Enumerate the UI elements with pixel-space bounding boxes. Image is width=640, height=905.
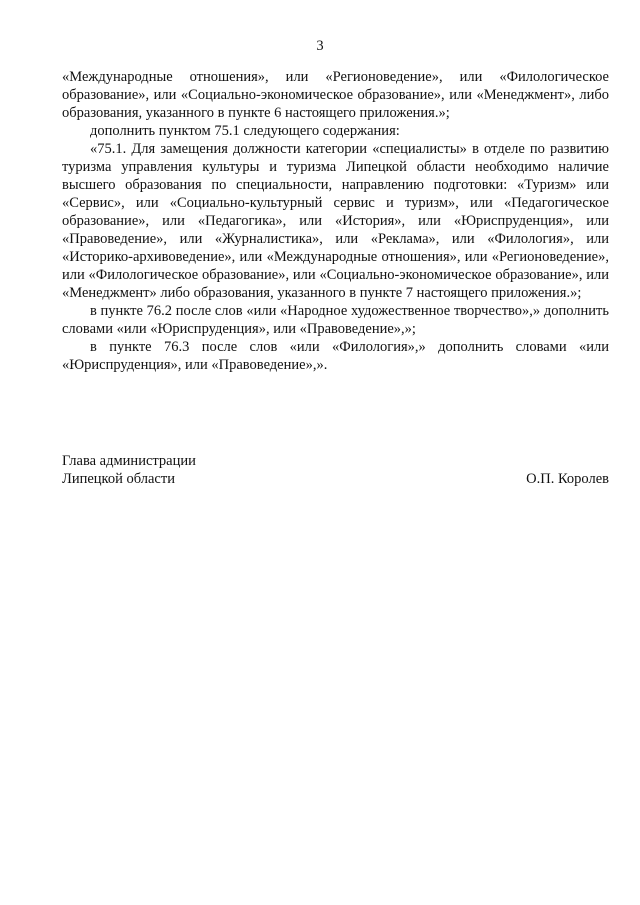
paragraph-clause-75-1: «75.1. Для замещения должности категории «специалисты» в отделе по развитию туризма управления культуры и туризма Липецкой области необходимо наличие высшего образования по специальности, направлению подготовки: «Туризм» или «Сервис», или «Социально-культурный сервис и туризм», или «Педагогическое образование», или «Педагогика», или «История», или «Юриспруденция», или «Правоведение», или «Журналистика», или «Реклама», или «Филология», или «Историко-архивоведение», или «Международные отношения», или «Регионоведение», или «Филологическое образование», или «Социально-экономическое образование», или «Менеджмент» либо образования, указанного в пункте 7 настоящего приложения.»; (62, 141, 609, 301)
paragraph-add-clause: дополнить пунктом 75.1 следующего содержания: (90, 123, 400, 139)
signatory-name: О.П. Королев (526, 471, 609, 487)
document-body (62, 68, 609, 374)
paragraph-clause-76-2: в пункте 76.2 после слов «или «Народное художественное творчество»,» дополнить словами «или «Юриспруденция», или «Правоведение»,»; (62, 303, 609, 337)
paragraph-continuation: «Международные отношения», или «Регионоведение», или «Филологическое образование», или «Социально-экономическое образование», или «Менеджмент», либо образования, указанного в пункте 6 настоящего приложения.»; (62, 69, 609, 121)
page-number: 3 (316, 38, 324, 54)
signature-block (62, 452, 609, 488)
paragraph-clause-76-3: в пункте 76.3 после слов «или «Филология»,» дополнить словами «или «Юриспруденция», или «Правоведение»,». (62, 339, 609, 373)
signature-title-line1: Глава администрации (62, 453, 196, 469)
signature-title-line2: Липецкой области (62, 471, 175, 487)
